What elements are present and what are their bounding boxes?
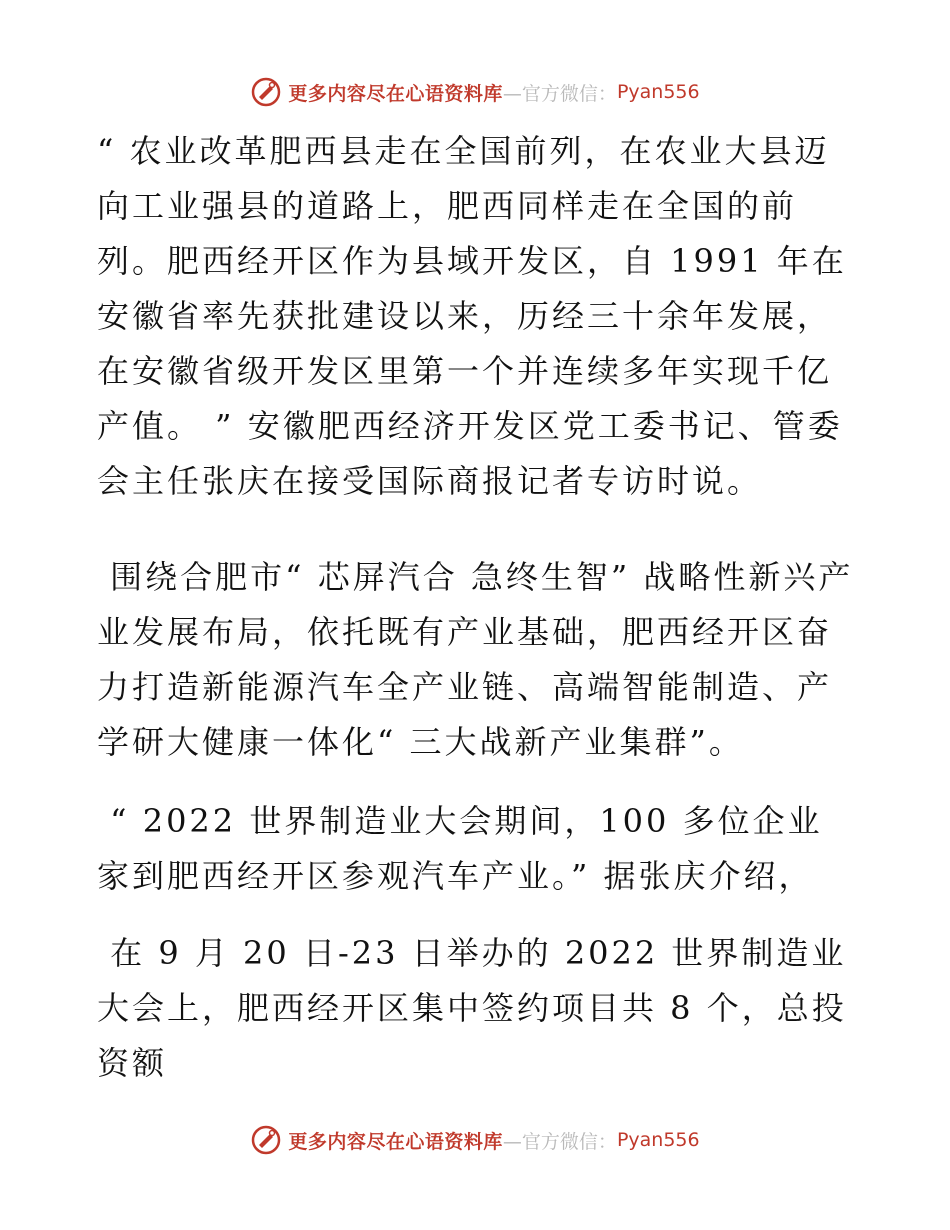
- paragraph-4: 在 9 月 20 日-23 日举办的 2022 世界制造业大会上，肥西经开区集中签约项目共 8 个，总投资额: [97, 934, 847, 1082]
- watermark-red-text: 更多内容尽在心语资料库: [288, 1130, 503, 1153]
- paragraph-3: “ 2022 世界制造业大会期间，100 多位企业家到肥西经开区参观汽车产业。” 据张庆介绍，: [97, 802, 823, 895]
- watermark-red-text: 更多内容尽在心语资料库: [288, 82, 503, 105]
- logo-icon: [250, 1124, 282, 1156]
- watermark-header: [0, 72, 950, 112]
- watermark-gray-text: —官方微信：: [502, 82, 617, 105]
- paragraph-1: “ 农业改革肥西县走在全国前列，在农业大县迈向工业强县的道路上，肥西同样走在全国的前列。肥西经开区作为县域开发区，自 1991 年在安徽省率先获批建设以来，历经三十余年发展，在安徽省级开发区里第一个并连续多年实现千亿产值。 ” 安徽肥西经济开发区党工委书记、管委会主任张庆在接受国际商报记者专访时说。: [97, 132, 847, 500]
- watermark-handle: Pyan556: [616, 1129, 700, 1151]
- paragraph-2: 围绕合肥市“ 芯屏汽合 急终生智” 战略性新兴产业发展布局，依托既有产业基础，肥西经开区奋力打造新能源汽车全产业链、高端智能制造、产学研大健康一体化“ 三大战新产业集群”。: [97, 558, 854, 761]
- watermark-handle: Pyan556: [616, 81, 700, 103]
- watermark-footer: [0, 1120, 950, 1160]
- watermark-gray-text: —官方微信：: [502, 1130, 617, 1153]
- logo-icon: [250, 76, 282, 108]
